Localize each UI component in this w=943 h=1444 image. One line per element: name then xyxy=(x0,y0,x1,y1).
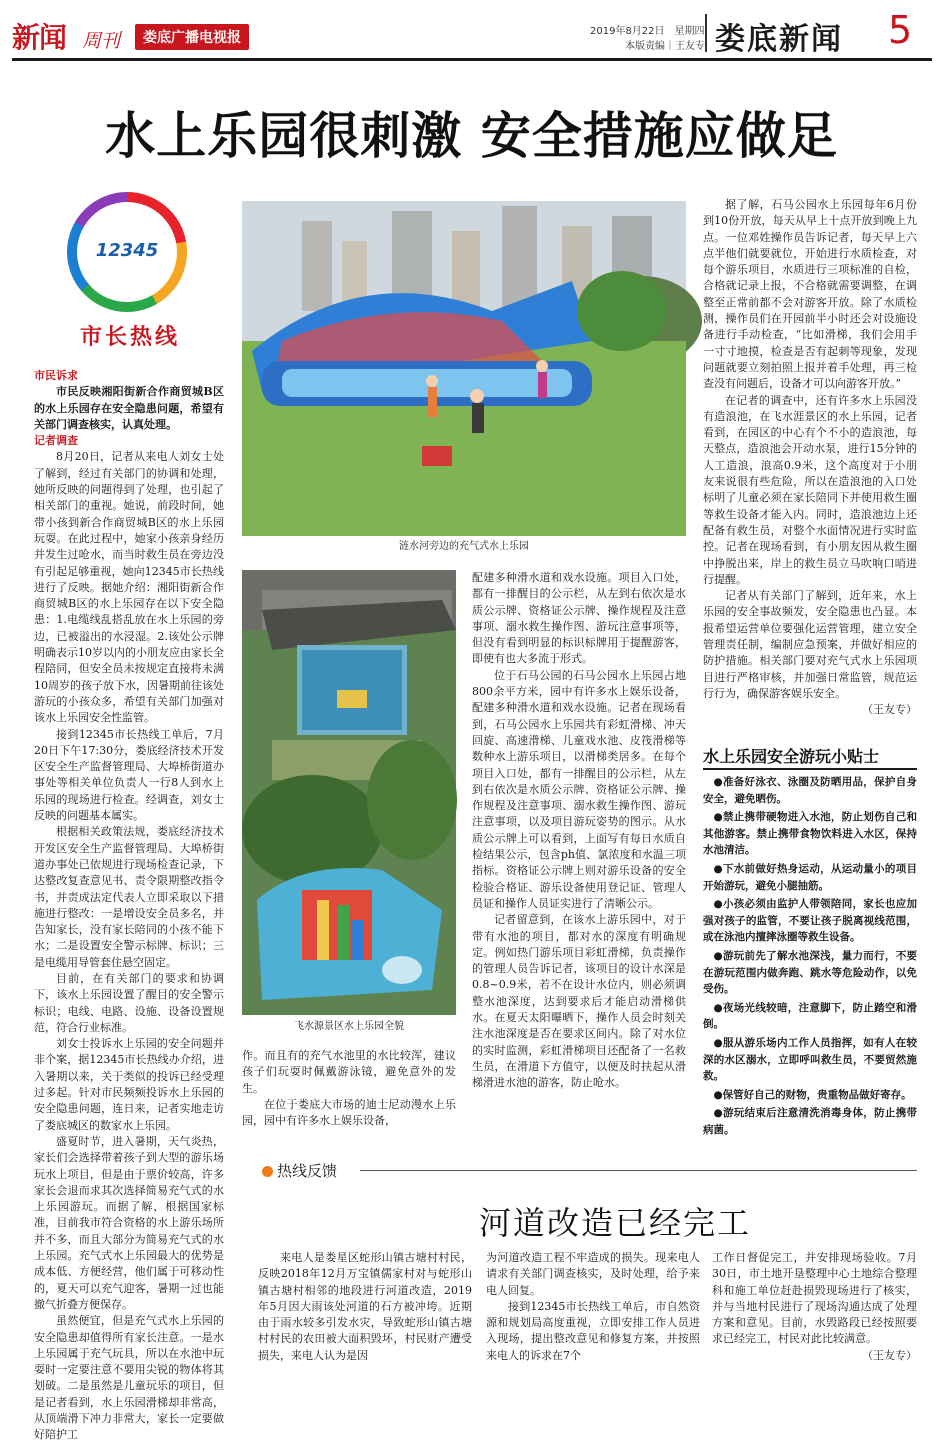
tip-item: ●游玩结束后注意清洗消毒身体，防止携带病菌。 xyxy=(703,1107,917,1136)
article-author: （王友专） xyxy=(862,1348,917,1362)
page-headline: 水上乐园很刺激 安全措施应做足 xyxy=(105,107,838,165)
feedback-badge-label: 热线反馈 xyxy=(277,1162,338,1180)
article-column-2 xyxy=(242,1048,456,1129)
article-paragraph: 根据相关政策法规，娄底经济技术开发区安全生产监督管理局、大埠桥街道办事处已依规进行现场检查记录，下达整改复查意见书、责令限期整改指令书，并责成法定代表人立即采取以下措施进行整改：一是增设安全员多名，并告知家长，没有家长陪同的小孩不能下水；二是设置安全警示标牌、标识；三是电缆用导管套住悬空固定。 xyxy=(34,825,224,969)
hotline-number: 12345 xyxy=(95,240,159,261)
page-editor: 本版责编｜王友专 xyxy=(625,41,705,52)
tip-item: ●保管好自己的财物，贵重物品做好寄存。 xyxy=(713,1088,912,1101)
article-paragraph: 作。而且有的充气水池里的水比较浑，建议孩子们玩耍时佩戴游泳镜，避免意外的发生。 xyxy=(242,1049,456,1095)
article-column-1 xyxy=(34,368,224,1444)
masthead xyxy=(0,0,943,60)
hotline-logo xyxy=(55,192,205,362)
feedback-column-3 xyxy=(712,1250,917,1364)
appeal-text: 市民反映湘阳街新合作商贸城B区的水上乐园存在安全隐患问题，希望有关部门调查核实，认真处理。 xyxy=(34,385,224,431)
masthead-rule xyxy=(12,58,932,61)
article-paragraph: 位于石马公园的石马公园水上乐园占地800余平方米，园中有许多水上娱乐设备，配建多种滑水道和戏水设施。记者在现场看到，石马公园水上乐园共有彩虹滑梯、冲天回旋、高速滑梯、儿童戏水池、皮筏滑梯等数种水上游乐项目，以滑梯类居多。在每个项目入口处，都有一排醒目的公示栏，从左到右依次是水质公示牌、资格证公示牌、操作规程及注意事项、溺水救生操作图、游玩注意事项，以及项目游玩姿势的图示。从水质公示牌上可以看到，上面写有每日水质自检结果公示，包含ph值、氯浓度和水温三项指标。资格证公示牌上则对游乐设备的安全检验合格证、游乐设备使用登记证、管理人员证和操作人员证实进行了清晰公示。 xyxy=(472,668,686,910)
tip-item: ●游玩前先了解水池深浅，量力而行，不要在游玩范围内做奔跑、跳水等危险动作，以免受伤。 xyxy=(703,949,917,996)
tips-rule xyxy=(703,768,917,770)
article-paragraph: 来电人是娄星区蛇形山镇古塘村村民，反映2018年12月万宝镇儒家村对与蛇形山镇古塘村相邻的地段进行河道改造，2019年5月因大雨该处河道的石方被冲垮。近期由于雨水较多引发水灾，导致蛇形山镇古塘村村民的农田被大面积毁坏，村民财产遭受损失，来电人认为是因 xyxy=(258,1251,472,1362)
article-column-3 xyxy=(472,570,686,1092)
masthead-divider xyxy=(705,14,707,52)
photo-aerial-park-image xyxy=(242,570,456,1015)
newspaper-logo-sub: 周刊 xyxy=(82,30,121,52)
article-paragraph: 虽然便宜，但是充气式水上乐园的安全隐患却值得所有家长注意。一是水上乐园属于充气玩具，所以在水池中玩耍时一定要注意不要用尖锐的物体将其划破。二是虽然是儿童玩乐的项目，但是记者看到，水上乐园滑梯却非常高，从顶端滑下冲力非常大，家长一定要做好陪护工 xyxy=(34,1314,224,1442)
issue-date: 2019年8月22日 星期四 xyxy=(590,26,705,37)
tips-list xyxy=(703,774,917,1140)
photo-aerial-park xyxy=(242,570,456,1015)
article-paragraph: 为河道改造工程不牢造成的损失。现来电人请求有关部门调查核实，及时处理，给予来电人回复。 xyxy=(486,1251,700,1297)
article-paragraph: 记者留意到，在该水上游乐园中，对于带有水池的项目，都对水的深度有明确规定。例如热门游乐项目彩虹滑梯，负责操作的管理人员告诉记者，该项目的设计水深是0.8~0.9米，若不在设计水位内，则必须调整水池深度，达到要求后才能启动滑梯供水。在夏天太阳曝晒下，操作人员会时刻关注水池深度是否在要求区间内。除了对水位的实时监测，彩虹滑梯项目还配备了一名救生员，在滑道下方值守，以便及时扶起从滑梯滑进水池的游客，防止呛水。 xyxy=(472,913,686,1090)
article-paragraph: 目前，在有关部门的要求和协调下，该水上乐园设置了醒目的安全警示标识；电线、电路、设施、设备设置规范，符合行业标准。 xyxy=(34,971,224,1034)
article-paragraph: 配建多种滑水道和戏水设施。项目入口处，都有一排醒目的公示栏，从左到右依次是水质公示牌、资格证公示牌、操作规程及注意事项、溺水救生操作图、游玩注意事项等，但没有看到明显的标识标牌用于提醒游客，即使有也大多流于形式。 xyxy=(472,571,686,666)
article-paragraph: 8月20日，记者从来电人刘女士处了解到，经过有关部门的协调和处理，她所反映的问题得到了处理，也引起了相关部门的重视。她说，前段时间，她带小孩到新合作商贸城B区的水上乐园玩耍。在此过程中，她家小孩亲身经历并发生过呛水，而当时救生员在旁边没有引起足够重视，她向12345市长热线进行了反映。据她介绍：湘阳街新合作商贸城B区的水上乐园存在以下安全隐患：1.电缆线乱搭乱放在水上乐园的旁边，已被溢出的水浸湿。2.该处公示牌明确表示10岁以内的小朋友应由家长全程陪同，但安全员未按规定直接将未满10周岁的孩子放下水，因暑期前往该处游玩的小孩众多，希望有关部门加强对该水上乐园安全性监管。 xyxy=(34,450,224,725)
article-paragraph: 接到12345市长热线工单后，7月20日下午17:30分，娄底经济技术开发区安全生产监督管理局、大埠桥街道办事处等相关单位负责人一行8人到水上乐园的现场进行检查。经调查，刘女士反映的问题基本属实。 xyxy=(34,727,224,823)
photo-inflatable-park xyxy=(242,201,686,536)
photo2-caption: 飞水源景区水上乐园全貌 xyxy=(294,1021,404,1032)
feedback-title: 河道改造已经完工 xyxy=(478,1204,751,1242)
feedback-badge xyxy=(262,1160,337,1181)
publisher-tag: 娄底广播电视报 xyxy=(135,24,249,50)
page-number: 5 xyxy=(888,8,913,52)
appeal-heading: 市民诉求 xyxy=(34,369,78,382)
article-author: （王友专） xyxy=(862,703,917,717)
feedback-column-1 xyxy=(258,1250,472,1364)
tip-item: ●夜场光线较暗，注意脚下，防止踏空和滑倒。 xyxy=(703,1001,917,1031)
bullet-dot-icon xyxy=(262,1166,273,1177)
article-paragraph: 工作日督促完工，并安排现场验收。7月30日，市土地开垦整理中心土地综合整理科和施工单位赶赴损毁现场进行了核实，并与当地村民进行了现场沟通达成了处理方案和意见。目前，水毁路段已经按照要求已经完工，村民对此比较满意。 xyxy=(712,1251,917,1346)
photo1-caption: 涟水河旁边的充气式水上乐园 xyxy=(399,541,529,552)
investigate-heading: 记者调查 xyxy=(34,434,78,448)
tip-item: ●准备好泳衣、泳圈及防晒用品，保护自身安全，避免晒伤。 xyxy=(703,776,917,805)
article-paragraph: 在位于娄底大市场的迪士尼动漫水上乐园，园中有许多水上娱乐设备， xyxy=(242,1097,456,1128)
article-paragraph: 据了解，石马公园水上乐园每年6月份到10份开放，每天从早上十点开放到晚上九点。一位邓姓操作员告诉记者，每天早上六点半他们就要就位，开始进行水质检查，对每个游乐项目，水质进行三项标准的自检，合格就记录上报，不合格就需要调整，在调整至正常前都不会对游客开放。除了水质检测，操作员们在开园前半小时还会对设施设备进行手动检查，“比如滑梯，我们会用手一寸寸地摸，检查是否有起刺等现象，发现问题就要立刻拍照上报并着手处理，再三检查没有问题后，设备才可以向游客开放。” xyxy=(703,198,917,391)
article-paragraph: 在记者的调查中，还有许多水上乐园没有造浪池，在飞水涯景区的水上乐园，记者看到，在园区的中心有个不小的造浪池，每天整点，造浪池会开动水泵，进行15分钟的人工造浪，浪高0.9米，这个高度对于小朋友来说很有些危险，所以在造浪池的入口处标明了儿童必须在家长陪同下并使用救生圈等救生设备才能入内。同时，造浪池边上还配备有救生员，对整个水面情况进行实时监控。记者在现场看到，有小朋友因从救生圈中挣脱出来，岸上的救生员立马吹响口哨进行提醒。 xyxy=(703,393,917,586)
article-column-4 xyxy=(703,197,917,719)
tip-item: ●小孩必须由监护人带领陪同，家长也应加强对孩子的监管，不要让孩子脱离视线范围，或在泳池内擅摔泳圈等救生设备。 xyxy=(703,898,917,944)
section-title: 娄底新闻 xyxy=(715,22,843,57)
tip-item: ●禁止携带硬物进入水池，防止划伤自己和其他游客。禁止携带食物饮料进入水区，保持水池清洁。 xyxy=(703,811,917,857)
article-paragraph: 接到12345市长热线工单后，市自然资源和规划局高度重视，立即安排工作人员进入现场，提出整改意见和修复方案，并按照来电人的诉求在7个 xyxy=(486,1299,700,1362)
feedback-column-2 xyxy=(486,1250,700,1364)
tip-item: ●下水前做好热身运动，从运动量小的项目开始游玩，避免小腿抽筋。 xyxy=(703,862,917,892)
tip-item: ●服从游乐场内工作人员指挥，如有人在较深的水区溺水，立即呼叫救生员，不要贸然施救。 xyxy=(703,1036,917,1083)
tips-title: 水上乐园安全游玩小贴士 xyxy=(703,747,880,766)
feedback-rule xyxy=(360,1170,917,1171)
hotline-label: 市长热线 xyxy=(79,325,180,350)
article-paragraph: 盛夏时节，进入暑期，天气炎热，家长们会选择带着孩子到大型的游乐场玩水上项目，但是由于票价较高，许多家长会退而求其次选择简易充气式的水上乐园游玩。而据了解，根据国家标准，目前我市符合资格的水上游乐场所并不多，而且大部分为简易充气式的水上乐园。充气式水上乐园最大的优势是成本低、方便经营，他们属于可移动性的，夏天可以充气迎客，暑期一过也能撤气折叠方便保存。 xyxy=(34,1134,224,1311)
article-paragraph: 刘女士投诉水上乐园的安全问题并非个案，据12345市长热线办介绍，进入暑期以来，关于类似的投诉已经受理过多起。针对市民频频投诉水上乐园的安全隐患问题，连日来，记者实地走访了娄底城区的数家水上乐园。 xyxy=(34,1037,224,1132)
newspaper-logo: 新闻 xyxy=(12,21,67,54)
article-paragraph: 记者从有关部门了解到，近年来，水上乐园的安全事故频发，安全隐患也凸显。本报希望运营单位要强化运营管理，建立安全管理责任制，编制应急预案，并做好相应的防护措施。相关部门要对充气式水上乐园项目进行严格审核，并加强日常监管，规范运行行为，确保游客娱乐安全。 xyxy=(703,589,917,700)
photo-inflatable-park-image xyxy=(242,201,686,536)
